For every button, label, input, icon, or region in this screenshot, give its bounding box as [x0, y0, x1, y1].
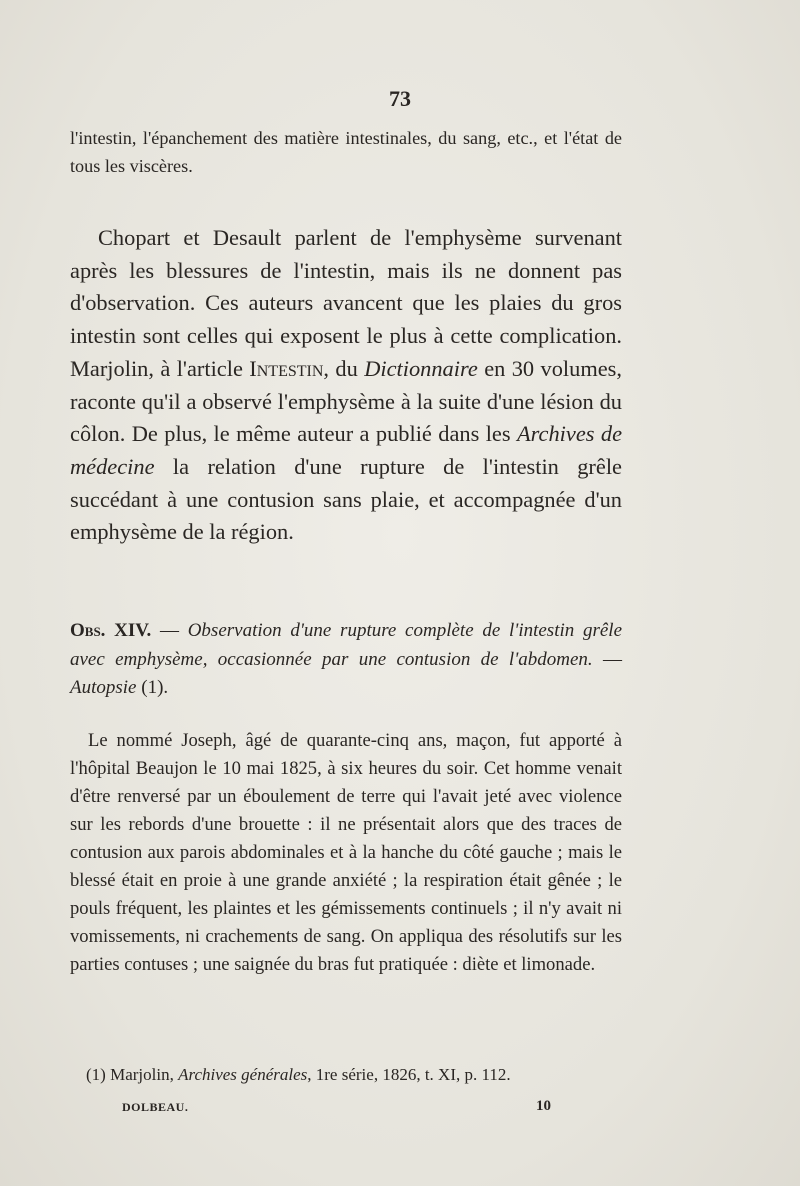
observation-title: Observation d'une rupture complète de l'intestin grêle avec emphysème, occasionnée par une contusion de l'abdomen. [70, 620, 623, 670]
paragraph-text: l'intestin, l'épanchement des matière intestinales, du sang, etc., et l'état de tous les viscères. [70, 128, 622, 176]
dictionary-title: Dictionnaire [364, 355, 478, 381]
observation-text: Obs. XIV. — Observation d'une rupture complète de l'intestin grêle avec emphysème, occasionnée par une contusion de l'abdomen. — Autopsie (1). [70, 620, 623, 698]
journal-title: Archives générales [178, 1065, 308, 1084]
article-name: Intestin [249, 355, 324, 381]
paragraph-case [70, 727, 622, 979]
observation-label: Obs. XIV. [70, 620, 152, 641]
autopsie-label: Autopsie [70, 677, 137, 698]
paragraph-text: Le nommé Joseph, âgé de quarante-cinq ans, maçon, fut apporté à l'hôpital Beaujon le 10 mai 1825, à six heures du soir. Cet homme venait d'être renversé par un éboulement de terre qui l'avait jeté avec violence sur les rebords d'une brouette : il ne présentait alors que des traces de contusion aux parois abdominales et à la hanche du côté gauche ; mais le blessé était en proie à une grande anxiété ; la respiration était gênée ; le pouls fréquent, les plaintes et les gémissements continuels ; il n'y avait ni vomissements, ni crachements de sang. On appliqua des résolutifs sur les parties contuses ; une saignée du bras fut pratiquée : diète et limonade. [70, 730, 622, 975]
paragraph-text: Chopart et Desault parlent de l'emphysème survenant après les blessures de l'intestin, mais ils ne donnent pas d'observation. Ces auteurs avancent que les plaies du gros intestin sont celles qui exposent le plus à cette complication. Marjolin, à l'article Intestin, du Dictionnaire en 30 volumes, raconte qu'il a observé l'emphysème à la suite d'une lésion du côlon. De plus, le même auteur a publié dans les Archives de médecine la relation d'une rupture de l'intestin grêle succédant à une contusion sans plaie, et accompagnée d'un emphysème de la région. [70, 225, 623, 545]
paragraph-continuation [70, 124, 622, 180]
page-number: 73 [389, 86, 411, 111]
sheet-number: 10 [536, 1098, 551, 1114]
archives-title: Archives de médecine [70, 421, 623, 479]
footnote: (1) Marjolin, Archives générales, 1re série, 1826, t. XI, p. 112. [86, 1065, 511, 1084]
paragraph-chopart [70, 222, 622, 549]
observation-heading [70, 617, 622, 703]
printer-signature: DOLBEAU. [122, 1100, 189, 1114]
